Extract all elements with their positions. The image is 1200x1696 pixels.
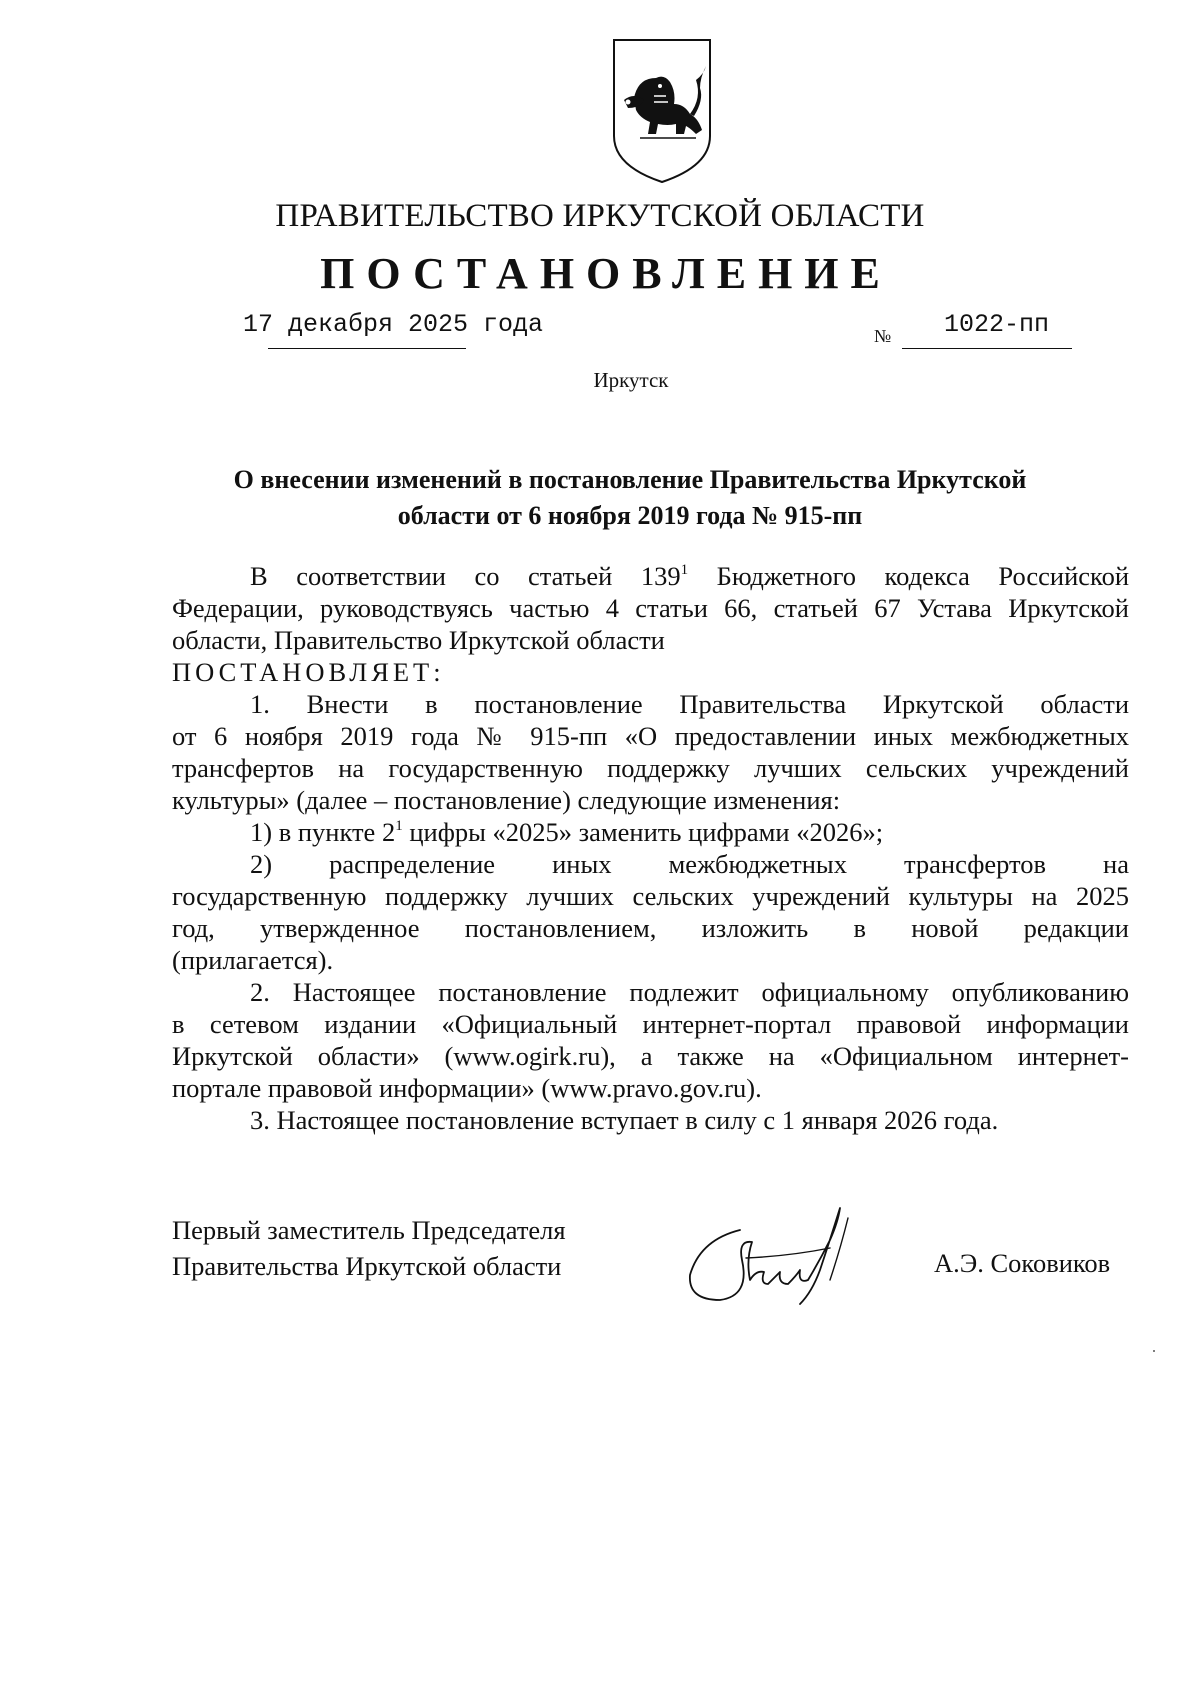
subitem-2-line-3: год, утвержденное постановлением, изложить в новой редакции	[172, 913, 1129, 943]
subitem-1-text-a: 1) в пункте 2	[250, 817, 396, 847]
document-title	[170, 462, 1090, 534]
number-sign: №	[874, 326, 892, 346]
subitem-2-line-4: (прилагается).	[172, 945, 334, 975]
city-name: Иркутск	[593, 368, 669, 392]
document-number: 1022-пп	[944, 310, 1050, 339]
item-1-line-3: трансфертов на государственную поддержку лучших сельских учреждений	[172, 753, 1129, 783]
item-1-line-4: культуры» (далее – постановление) следующие изменения:	[172, 785, 841, 815]
subitem-2-line-1: 2) распределение иных межбюджетных трансфертов на	[250, 849, 1129, 879]
document-type-heading: ПОСТАНОВЛЕНИЕ	[320, 249, 892, 298]
preamble-line-2: Федерации, руководствуясь частью 4 статьи 66, статьей 67 Устава Иркутской	[172, 593, 1129, 623]
subitem-1	[172, 816, 1129, 848]
item-1-line-1: 1. Внести в постановление Правительства Иркутской области	[250, 689, 1129, 719]
handwritten-signature	[680, 1200, 870, 1315]
position-line-2: Правительства Иркутской области	[172, 1251, 562, 1281]
date-underline	[268, 348, 466, 349]
title-line-1: О внесении изменений в постановление Правительства Иркутской	[233, 465, 1027, 494]
scan-speck	[1153, 1350, 1155, 1352]
article-superscript: 1	[680, 562, 689, 578]
document-date: 17 декабря 2025 года	[243, 310, 544, 339]
position-line-1: Первый заместитель Председателя	[172, 1215, 566, 1245]
preamble-line-1	[172, 560, 1129, 592]
item-1-line-2: от 6 ноября 2019 года № 915-пп «О предоставлении иных межбюджетных	[172, 721, 1129, 751]
preamble-line-3: области, Правительство Иркутской области	[172, 625, 665, 655]
resolves-heading: ПОСТАНОВЛЯЕТ:	[172, 657, 445, 687]
item-2-line-2: в сетевом издании «Официальный интернет-портал правовой информации	[172, 1009, 1129, 1039]
subitem-1-text-b: цифры «2025» заменить цифрами «2026»;	[402, 817, 884, 847]
clause-superscript: 1	[395, 818, 403, 834]
coat-of-arms-icon	[610, 38, 714, 186]
government-name: ПРАВИТЕЛЬСТВО ИРКУТСКОЙ ОБЛАСТИ	[275, 198, 925, 234]
number-underline	[902, 348, 1072, 349]
title-line-2: области от 6 ноября 2019 года № 915-пп	[397, 501, 863, 530]
item-3: 3. Настоящее постановление вступает в силу с 1 января 2026 года.	[250, 1105, 999, 1135]
subitem-2-line-2: государственную поддержку лучших сельских учреждений культуры на 2025	[172, 881, 1129, 911]
preamble-text-a: В соответствии со статьей 139	[250, 561, 681, 591]
item-2-line-4: портале правовой информации» (www.pravo.gov.ru).	[172, 1073, 762, 1103]
preamble-text-b: Бюджетного кодекса Российской	[688, 561, 1130, 591]
signatory-name: А.Э. Соковиков	[934, 1248, 1111, 1278]
item-2-line-3: Иркутской области» (www.ogirk.ru), а также на «Официальном интернет-	[172, 1041, 1129, 1071]
signatory-position	[172, 1212, 566, 1284]
item-2-line-1: 2. Настоящее постановление подлежит официальному опубликованию	[250, 977, 1129, 1007]
